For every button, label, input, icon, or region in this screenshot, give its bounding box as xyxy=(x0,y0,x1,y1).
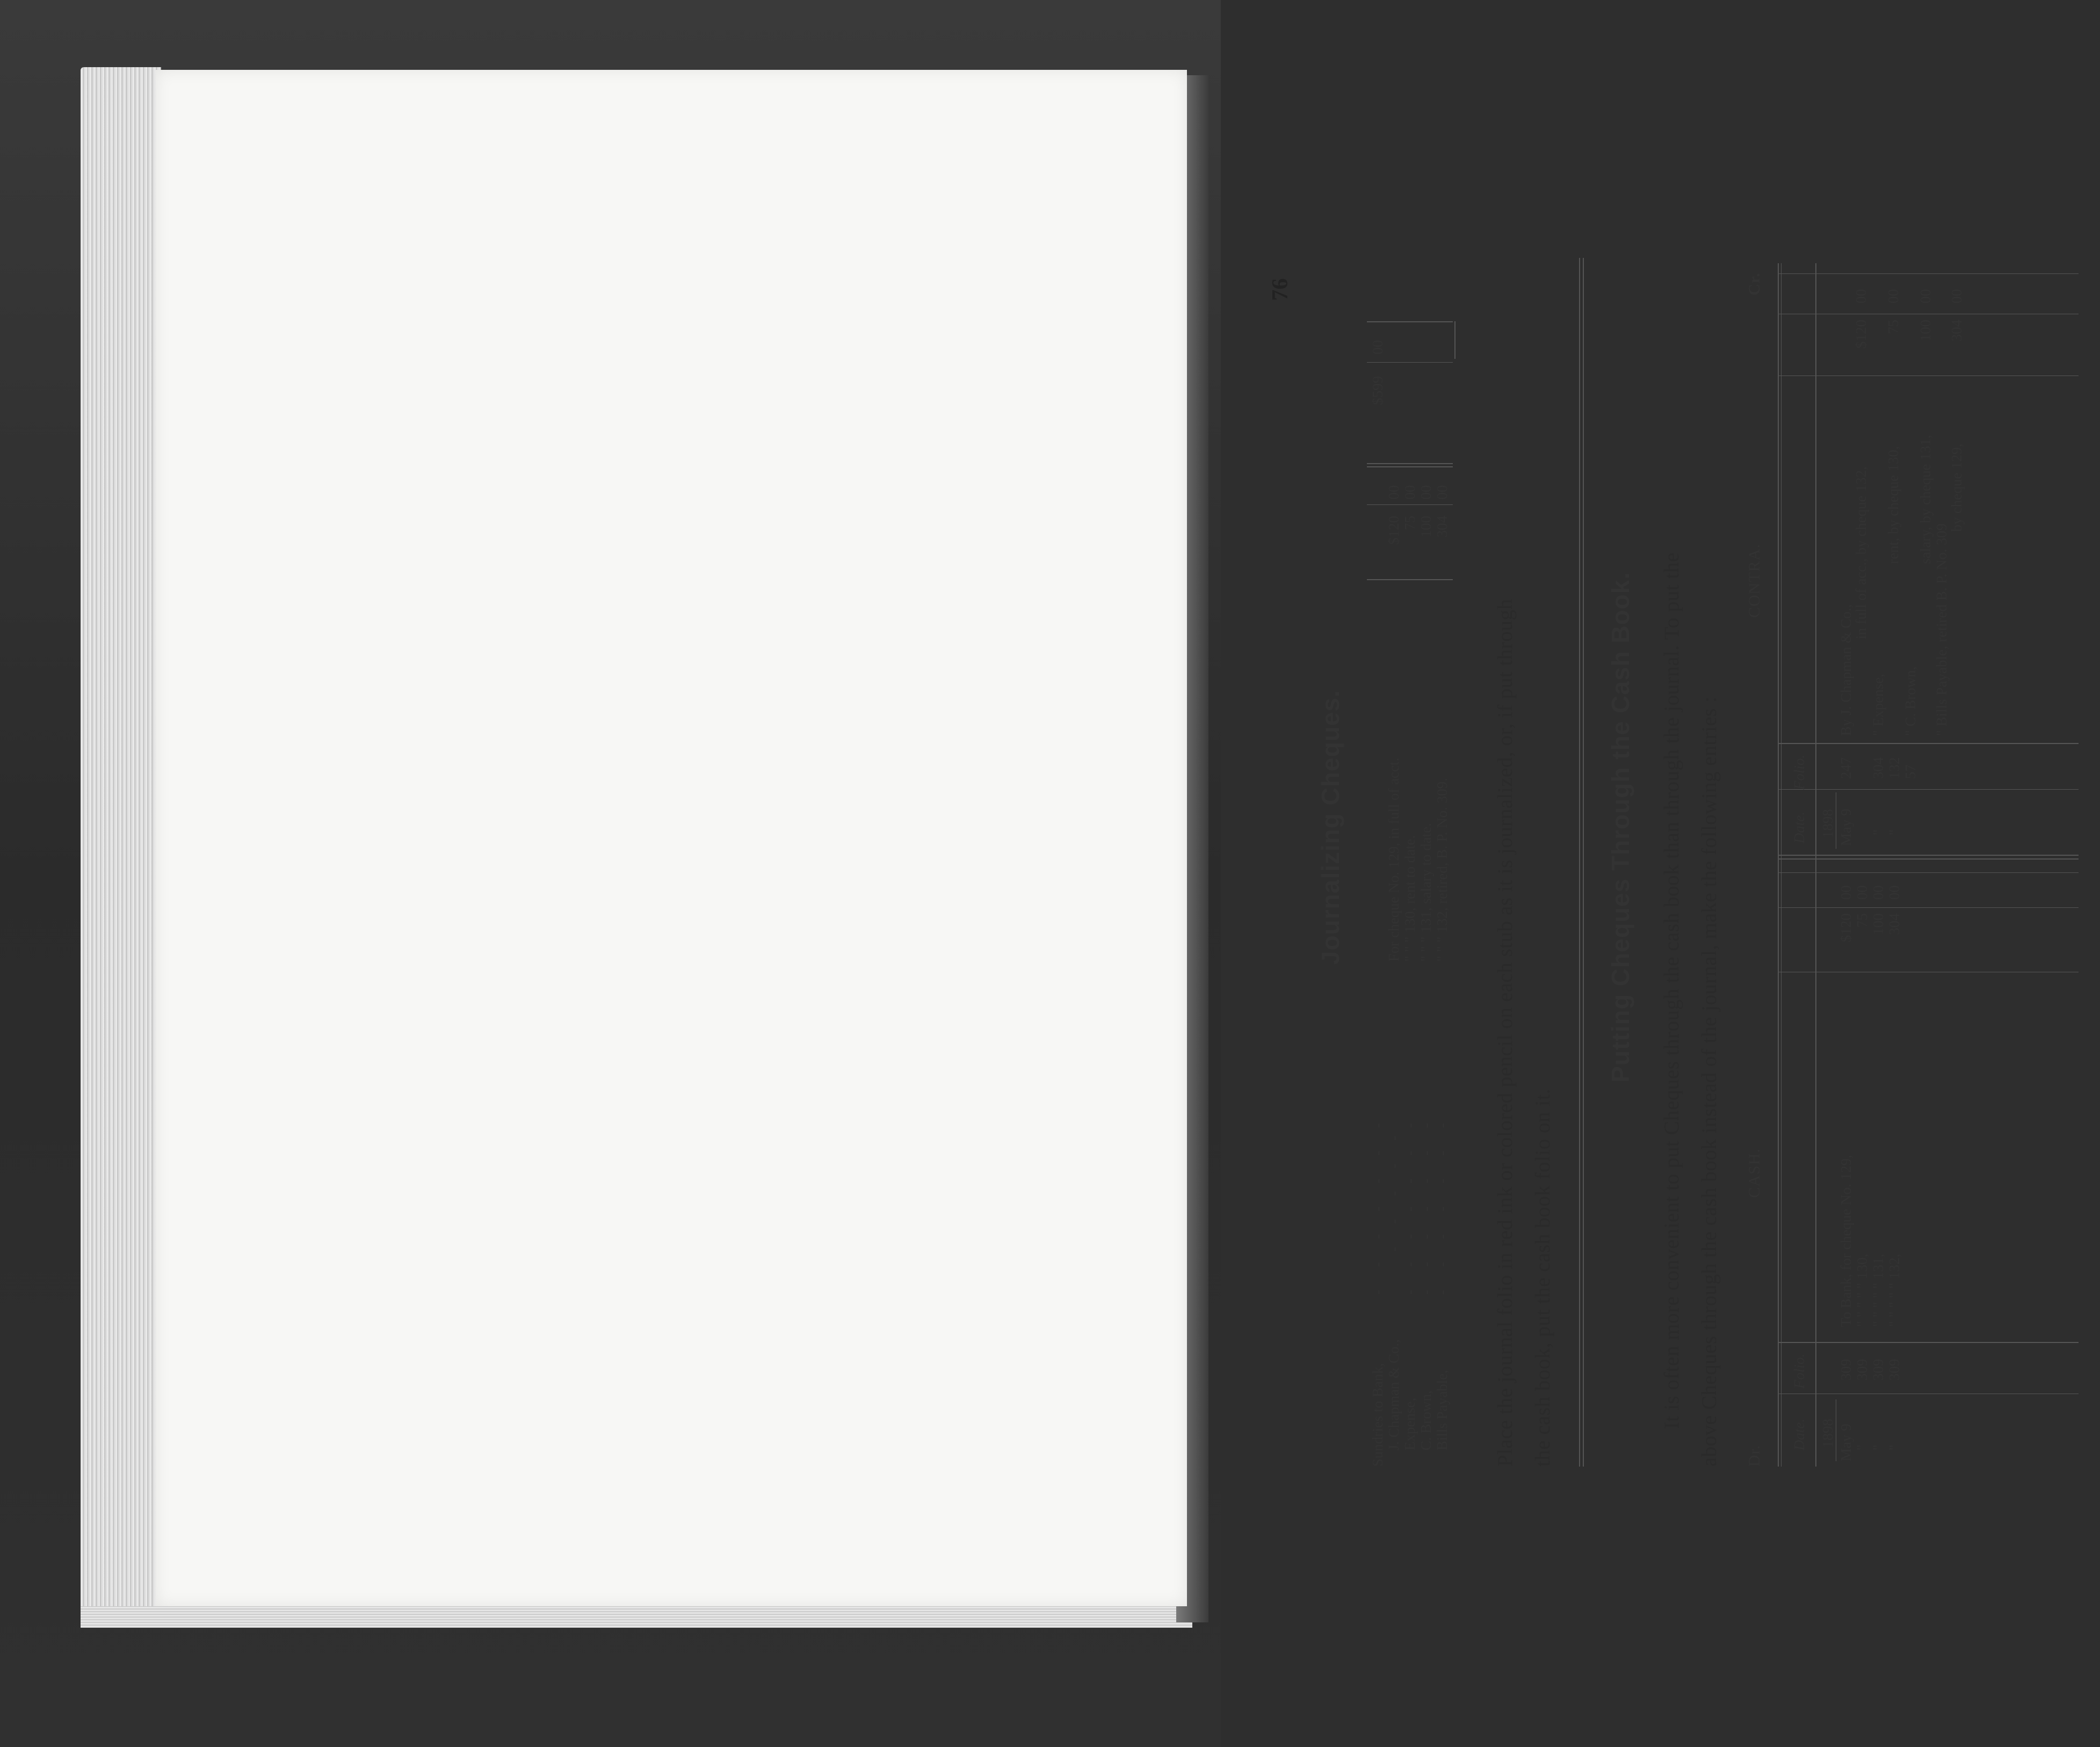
left-row-date: May 9 xyxy=(1838,1424,1854,1461)
right-row-cents: 00 xyxy=(1853,289,1869,304)
book-page-edges-bottom xyxy=(81,1606,1192,1628)
right-year: 1898 xyxy=(1820,809,1836,838)
right-row-folio: 132 xyxy=(1886,757,1902,779)
column-rule xyxy=(1778,743,2079,744)
journal-debit-cents: 00 xyxy=(1418,485,1434,500)
left-folio-header: Folio. xyxy=(1791,1353,1807,1389)
left-row-amount: 100 xyxy=(1870,913,1886,935)
right-row-amount: 304 xyxy=(1949,320,1965,342)
journal-debit-amount: 100 xyxy=(1418,516,1434,538)
journal-column-rule xyxy=(1367,321,1453,322)
column-rule xyxy=(1778,273,2079,274)
journal-description: " " " 131, salary to date. xyxy=(1418,822,1434,962)
right-row-date: " xyxy=(1886,829,1902,835)
left-row-desc: " " " " " 132, xyxy=(1886,1253,1902,1327)
journal-heading: Journalizing Cheques. xyxy=(1316,690,1344,965)
column-rule xyxy=(1778,907,2079,908)
cr-label: Cr. xyxy=(1746,272,1763,295)
column-rule xyxy=(1778,789,2079,790)
left-row-folio: 309 xyxy=(1854,1359,1870,1381)
right-row-cents: 00 xyxy=(1917,289,1934,304)
journal-note-line-2: the cash book, put the cash book folio on it. xyxy=(1531,1088,1554,1467)
center-double-rule xyxy=(1778,858,2079,860)
journal-total-rule xyxy=(1454,321,1455,359)
journal-credit-cents: 00 xyxy=(1370,340,1386,355)
cash-paragraph-line-2: above Cheques through the cash book instead of the journal, make the following entries : xyxy=(1698,696,1721,1467)
left-row-amount: 75 xyxy=(1854,913,1870,928)
left-row-amount: $120 xyxy=(1838,913,1854,942)
journal-column-rule xyxy=(1367,362,1453,363)
right-row-desc: " C. Brown, xyxy=(1902,666,1918,736)
journal-leader-dots: - - - - - - - xyxy=(1434,1113,1450,1295)
cash-paragraph-line-1: It is often more convenient to put Cheques through the cash book than through the journal. To put the xyxy=(1660,552,1683,1429)
journal-description: " " " 132, retired, B. P. No. 309. xyxy=(1434,777,1450,962)
right-row-amount: 75 xyxy=(1885,320,1901,334)
right-row-desc: " Bills Payable, retired B. P. No. 309 xyxy=(1934,523,1950,736)
left-row-cents: 00 xyxy=(1870,885,1886,900)
left-row-desc: " " " " " 130, xyxy=(1854,1253,1870,1327)
left-row-desc: To Bank, for cheque No. 129, xyxy=(1838,1154,1854,1327)
cash-label: CASH. xyxy=(1746,1148,1763,1198)
right-row-subdesc: rent, by cheque 130, xyxy=(1885,446,1901,564)
right-row-subdesc: by cheque 129, xyxy=(1949,443,1965,532)
section-divider xyxy=(1583,258,1584,1467)
right-row-folio: 304 xyxy=(1870,757,1886,779)
left-row-cents: 00 xyxy=(1854,885,1870,900)
journal-column-rule xyxy=(1367,463,1453,464)
table-top-rule xyxy=(1778,263,1779,1467)
journal-leader-dots: - - - - - xyxy=(1386,1126,1402,1252)
column-rule xyxy=(1778,1342,2079,1343)
left-row-folio: 309 xyxy=(1886,1359,1902,1381)
journal-account: J. Chapman & Co., xyxy=(1386,1339,1402,1450)
journal-credit-amount: $599 xyxy=(1370,376,1386,405)
journal-description: For cheque No. 129, in full of acct. xyxy=(1386,757,1402,962)
table-top-rule xyxy=(1781,263,1782,1467)
table-header-rule xyxy=(1815,263,1816,1467)
right-row-date: May 9 xyxy=(1838,808,1854,846)
page-number: 76 xyxy=(1268,278,1293,301)
journal-account: Bills Payable, xyxy=(1434,1370,1450,1450)
journal-column-rule xyxy=(1367,466,1453,467)
journal-debit-cents: 00 xyxy=(1434,485,1450,500)
left-row-date: " xyxy=(1886,1444,1902,1450)
right-folio-header: Folio. xyxy=(1791,754,1807,790)
journal-debit-amount: 304 xyxy=(1434,516,1450,538)
contra-label: CONTRA. xyxy=(1746,544,1763,618)
center-double-rule xyxy=(1778,855,2079,856)
right-row-desc: " Expense, xyxy=(1870,674,1886,736)
right-row-desc: By J. Chapman & Co., xyxy=(1838,604,1854,736)
journal-leader-dots: - - - - - - - xyxy=(1418,1113,1434,1295)
left-row-date: " xyxy=(1870,1444,1886,1450)
left-row-date: " xyxy=(1854,1444,1870,1450)
cash-heading: Putting Cheques Through the Cash Book. xyxy=(1606,572,1634,1083)
journal-account: Expense, xyxy=(1402,1397,1418,1450)
journal-debit-cents: 00 xyxy=(1386,485,1402,500)
journal-note-line-1: Place the journal folio in red ink or colored pencil on each stub as it is journalized, or, if put through xyxy=(1494,598,1517,1467)
left-date-header: Date. xyxy=(1791,1418,1807,1450)
right-row-subdesc: salary, by cheque 131, xyxy=(1917,435,1934,564)
left-row-folio: 309 xyxy=(1838,1359,1854,1381)
journal-account: Sundries to Bank, xyxy=(1370,1363,1386,1467)
right-row-amount: $120 xyxy=(1853,320,1869,349)
journal-description: " " " 130, rent to date. xyxy=(1402,835,1418,962)
rotated-page-content xyxy=(1187,81,2100,1574)
right-row-subdesc: in full of acc., by cheque 132, xyxy=(1853,466,1869,639)
journal-column-rule xyxy=(1367,579,1453,580)
journal-debit-amount: $120 xyxy=(1386,516,1402,545)
book-page xyxy=(156,70,1965,1606)
journal-column-rule xyxy=(1367,504,1453,505)
journal-account: C. Brown, xyxy=(1418,1390,1434,1450)
book-page-edges xyxy=(81,67,161,1614)
left-row-cents: 00 xyxy=(1886,885,1902,900)
dr-label: Dr. xyxy=(1746,1445,1763,1467)
journal-debit-amount: 75 xyxy=(1402,516,1418,530)
journal-leader-dots: - - - - - - - xyxy=(1370,1113,1386,1295)
section-divider xyxy=(1579,258,1580,1467)
column-rule xyxy=(1778,872,2079,873)
left-row-cents: 00 xyxy=(1838,885,1854,900)
right-date-header: Date. xyxy=(1791,811,1807,843)
right-row-amount: 100 xyxy=(1917,320,1934,342)
right-row-date: " xyxy=(1870,829,1886,835)
right-row-cents: 00 xyxy=(1885,289,1901,304)
journal-debit-cents: 00 xyxy=(1402,485,1418,500)
left-row-folio: 309 xyxy=(1870,1359,1886,1381)
journal-leader-dots: - - - - - - - xyxy=(1402,1113,1418,1295)
right-row-cents: 00 xyxy=(1949,289,1965,304)
right-row-folio: 57 xyxy=(1902,764,1918,779)
left-year: 1898 xyxy=(1820,1419,1836,1448)
right-row-folio: 247 xyxy=(1838,757,1854,779)
left-row-amount: 304 xyxy=(1886,913,1902,935)
left-row-desc: " " " " " 131, xyxy=(1870,1253,1886,1327)
